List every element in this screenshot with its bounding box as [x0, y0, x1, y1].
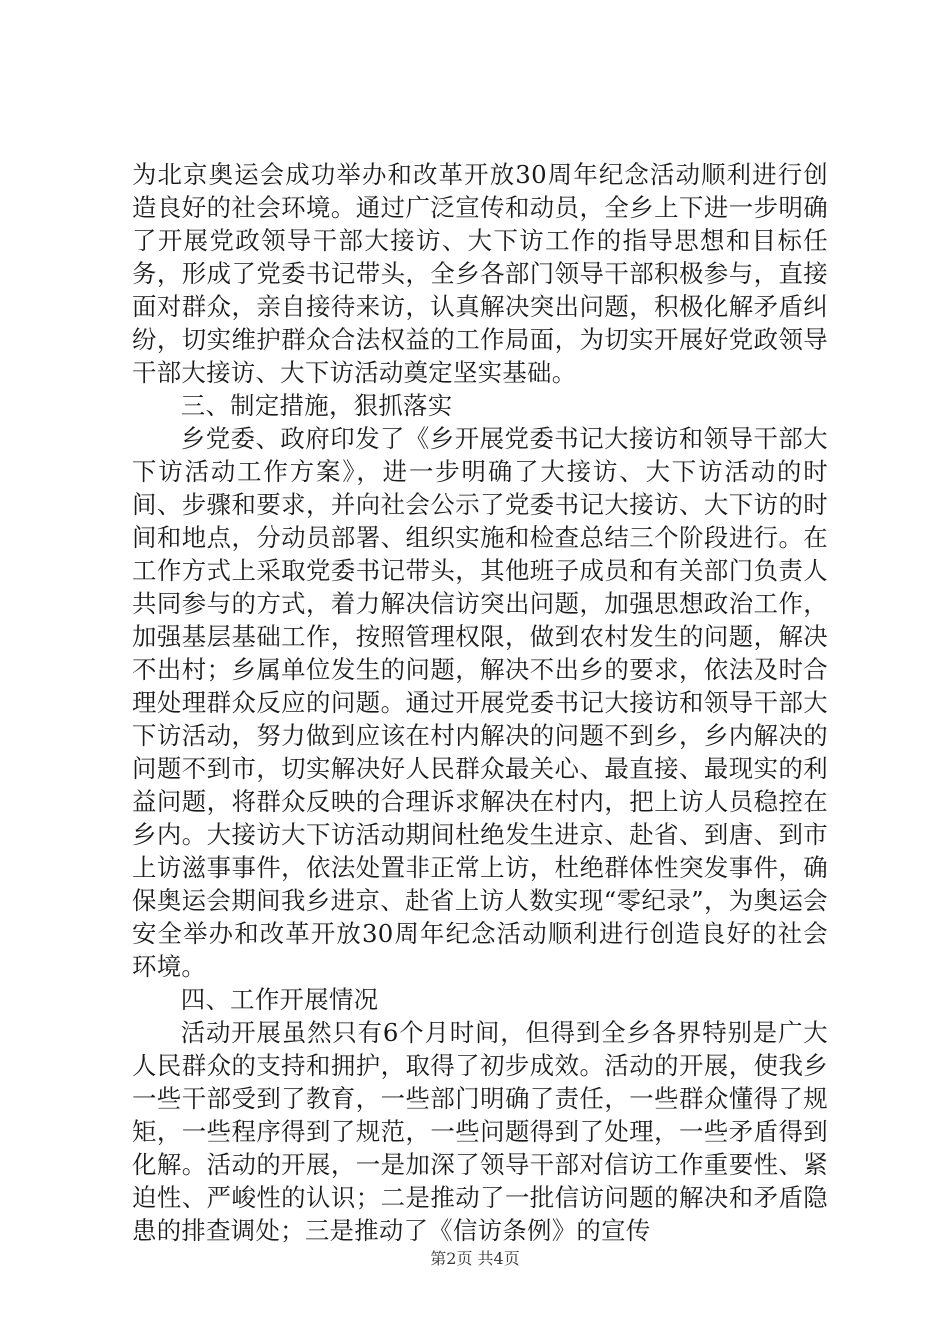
page-number-footer: 第2页 共4页 — [430, 1249, 520, 1268]
body-paragraph: 活动开展虽然只有6个月时间，但得到全乡各界特别是广大人民群众的支持和拥护，取得了初步成效。活动的开展，使我乡一些干部受到了教育，一些部门明确了责任，一些群众懂得了规矩，一些程序得到了规范，一些问题得到了处理，一些矛盾得到化解。活动的开展，一是加深了领导干部对信访工作重要性、紧迫性、严峻性的认识；二是推动了一批信访问题的解决和矛盾隐患的排查调处；三是推动了《信访条例》的宣传 — [132, 1018, 828, 1245]
body-paragraph: 乡党委、政府印发了《乡开展党委书记大接访和领导干部大下访活动工作方案》，进一步明确了大接访、大下访活动的时间、步骤和要求，并向社会公示了党委书记大接访、大下访的时间和地点，分动员部署、组织实施和检查总结三个阶段进行。在工作方式上采取党委书记带头，其他班子成员和有关部门负责人共同参与的方式，着力解决信访突出问题，加强思想政治工作，加强基层基础工作，按照管理权限，做到农村发生的问题，解决不出村；乡属单位发生的问题，解决不出乡的要求，依法及时合理处理群众反应的问题。通过开展党委书记大接访和领导干部大下访活动，努力做到应该在村内解决的问题不到乡，乡内解决的问题不到市，切实解决好人民群众最关心、最直接、最现实的利益问题，将群众反映的合理诉求解决在村内，把上访人员稳控在乡内。大接访大下访活动期间杜绝发生进京、赴省、到唐、到市上访滋事事件，依法处置非正常上访，杜绝群体性突发事件，确保奥运会期间我乡进京、赴省上访人数实现“零纪录”，为奥运会安全举办和改革开放30周年纪念活动顺利进行创造良好的社会环境。 — [132, 424, 828, 981]
section-heading-4: 四、工作开展情况 — [180, 985, 379, 1014]
body-paragraph: 为北京奥运会成功举办和改革开放30周年纪念活动顺利进行创造良好的社会环境。通过广泛宣传和动员，全乡上下进一步明确了开展党政领导干部大接访、大下访工作的指导思想和目标任务，形成了党委书记带头，全乡各部门领导干部积极参与，直接面对群众，亲自接待来访，认真解决突出问题，积极化解矛盾纠纷，切实维护群众合法权益的工作局面，为切实开展好党政领导干部大接访、大下访活动奠定坚实基础。 — [132, 160, 828, 387]
section-heading-3: 三、制定措施，狠抓落实 — [180, 391, 453, 420]
document-body — [132, 158, 828, 1247]
